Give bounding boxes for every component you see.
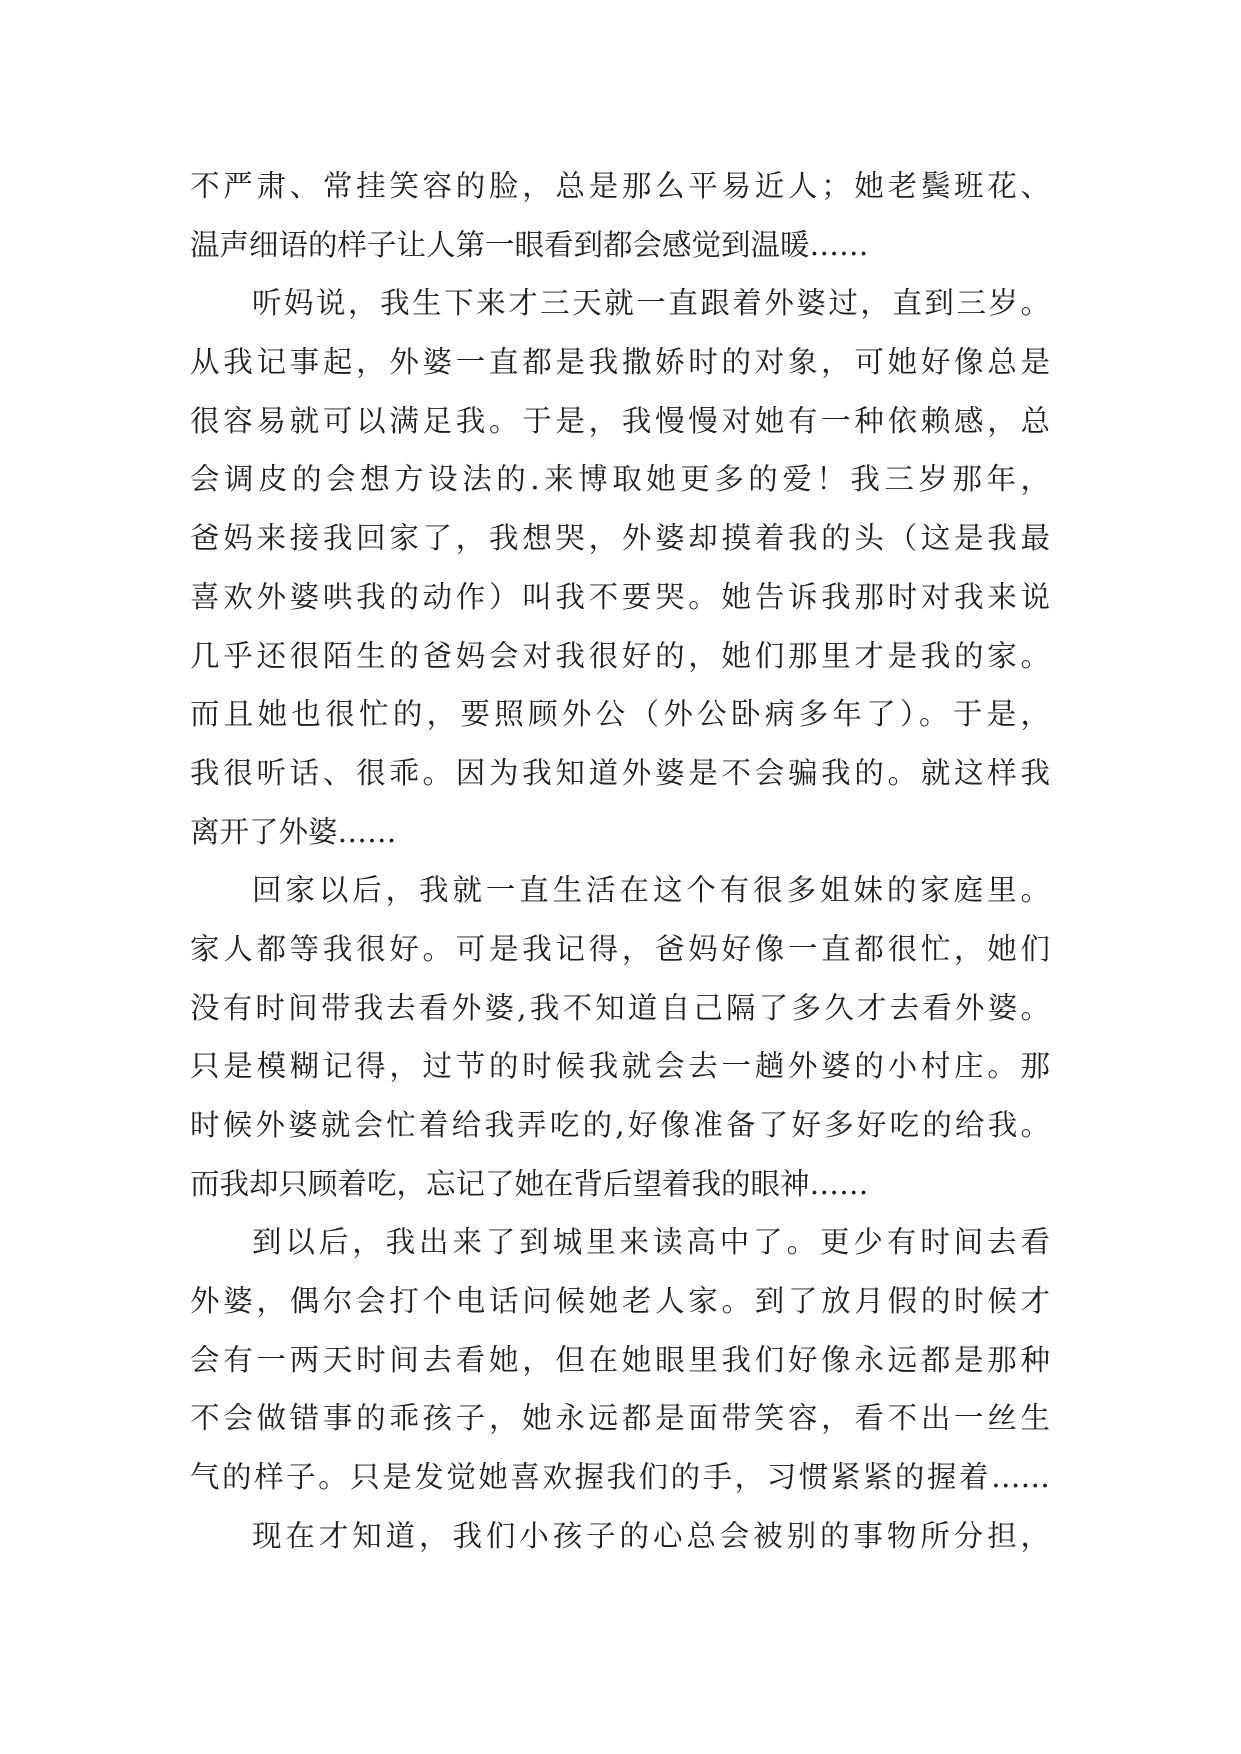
text-line: 不严肃、常挂笑容的脸，总是那么平易近人；她老鬓班花、 [190, 169, 1050, 203]
text-line: 不会做错事的乖孩子，她永远都是面带笑容，看不出一丝生 [190, 1401, 1050, 1436]
text-line: 现在才知道，我们小孩子的心总会被别的事物所分担， [252, 1518, 1050, 1553]
text-line: 爸妈来接我回家了，我想哭，外婆却摸着我的头（这是我最 [190, 521, 1050, 556]
text-line: 听妈说，我生下来才三天就一直跟着外婆过，直到三岁。 [252, 286, 1050, 321]
text-line: 从我记事起，外婆一直都是我撒娇时的对象，可她好像总是 [190, 345, 1050, 380]
text-line: 离开了外婆…… [190, 814, 397, 849]
text-line: 而且她也很忙的，要照顾外公（外公卧病多年了）。于是， [190, 697, 1050, 732]
text-line: 回家以后，我就一直生活在这个有很多姐妹的家庭里。 [252, 873, 1050, 908]
text-line: 时候外婆就会忙着给我弄吃的,好像准备了好多好吃的给我。 [190, 1108, 1050, 1142]
text-line: 会有一两天时间去看她，但在她眼里我们好像永远都是那种 [190, 1342, 1050, 1377]
text-line: 家人都等我很好。可是我记得，爸妈好像一直都很忙，她们 [190, 931, 1050, 966]
text-line: 喜欢外婆哄我的动作）叫我不要哭。她告诉我那时对我来说 [190, 579, 1050, 614]
text-line: 温声细语的样子让人第一眼看到都会感觉到温暖…… [190, 227, 869, 262]
text-line: 外婆，偶尔会打个电话问候她老人家。到了放月假的时候才 [190, 1284, 1050, 1319]
text-line: 很容易就可以满足我。于是，我慢慢对她有一种依赖感，总 [190, 403, 1050, 438]
text-line: 没有时间带我去看外婆,我不知道自己隔了多久才去看外婆。 [190, 990, 1050, 1025]
text-line: 到以后，我出来了到城里来读高中了。更少有时间去看 [252, 1225, 1050, 1260]
text-line: 会调皮的会想方设法的.来博取她更多的爱！我三岁那年， [190, 462, 1050, 497]
text-line: 我很听话、很乖。因为我知道外婆是不会骗我的。就这样我 [190, 755, 1050, 790]
text-line: 气的样子。只是发觉她喜欢握我们的手，习惯紧紧的握着…… [190, 1460, 1050, 1495]
text-line: 只是模糊记得，过节的时候我就会去一趟外婆的小村庄。那 [190, 1049, 1050, 1084]
document-body [190, 157, 1070, 1566]
text-line: 而我却只顾着吃，忘记了她在背后望着我的眼神…… [190, 1166, 869, 1201]
text-line: 几乎还很陌生的爸妈会对我很好的，她们那里才是我的家。 [190, 638, 1050, 673]
